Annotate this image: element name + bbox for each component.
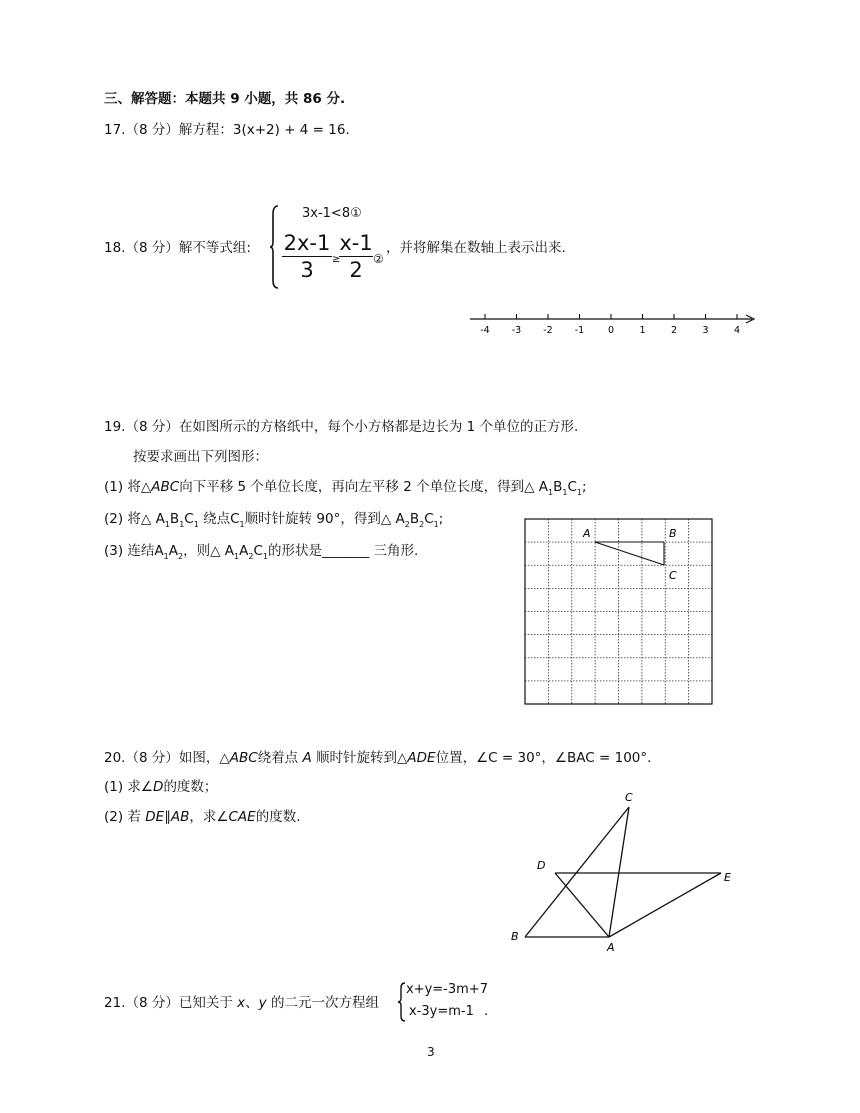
q18-system-brace <box>270 204 280 290</box>
axis-tick-label: -1 <box>574 325 585 336</box>
q21-lead: 21.（8 分）已知关于 x、y 的二元一次方程组 <box>104 995 379 1011</box>
q18-tail: ，并将解集在数轴上表示出来. <box>386 240 566 256</box>
q18-fraction-1 <box>282 232 332 281</box>
grid-label-b: B <box>669 527 677 540</box>
axis-tick-label: 2 <box>670 325 678 336</box>
q20-part-1: (1) 求∠D的度数； <box>104 779 218 795</box>
axis-tick-label: 4 <box>733 325 741 336</box>
axis-tick-label: 1 <box>639 325 646 336</box>
q18-frac2-num: x-1 <box>339 231 373 255</box>
fig-label-e: E <box>724 871 731 884</box>
fig-label-b: B <box>511 930 519 943</box>
q18-frac2-den: 2 <box>349 258 363 282</box>
q20-rotation-figure <box>505 785 745 955</box>
q19-instruction: 按要求画出下列图形： <box>133 449 268 465</box>
q19-part-2: (2) 将△ $A_1B_1C_1$ 绕点$C_1$顺时针旋转 90°，得到△ $A_2B_2C_1$; <box>104 511 444 529</box>
axis-tick-label: -2 <box>543 325 553 336</box>
q18-frac1-num: 2x-1 <box>283 231 331 255</box>
fig-label-c: C <box>625 791 633 804</box>
grid-label-c: C <box>669 569 677 582</box>
q18-inequality-1: 3x-1<8① <box>302 206 362 221</box>
q18-fraction-2 <box>339 232 373 281</box>
q20-part-2: (2) 若 DE∥AB，求∠CAE的度数. <box>104 809 301 825</box>
q21-tail: . <box>484 1003 489 1019</box>
q18-relation: ≥ <box>332 254 341 265</box>
fig-label-d: D <box>537 859 546 872</box>
q18-circle-2: ② <box>373 252 384 266</box>
axis-tick-label: -4 <box>480 325 490 336</box>
q21-system-brace <box>398 982 406 1022</box>
q19-part-3: (3) 连结$A_1A_2$，则△ $A_1A_2C_1$的形状是_______ 三角形. <box>104 543 419 561</box>
axis-tick-label: -3 <box>511 325 522 336</box>
q19-grid-figure <box>524 518 714 706</box>
q17-text: 17.（8 分）解方程：3(x+2) + 4 = 16. <box>104 122 350 138</box>
q21-equation-1: x+y=-3m+7 <box>406 982 488 997</box>
number-line <box>468 308 760 338</box>
axis-tick-label: 0 <box>607 325 615 336</box>
q21-equation-2: x-3y=m-1 <box>409 1004 474 1019</box>
grid-label-a: A <box>583 527 591 540</box>
q19-part-1: (1) 将△ABC向下平移 5 个单位长度，再向左平移 2 个单位长度，得到△ $A_1B_1C_1$; <box>104 479 587 497</box>
fig-label-a: A <box>607 941 615 954</box>
section-heading: 三、解答题：本题共 9 小题，共 86 分. <box>104 91 346 107</box>
q18-frac1-den: 3 <box>300 258 314 282</box>
q19-lead: 19.（8 分）在如图所示的方格纸中，每个小方格都是边长为 1 个单位的正方形. <box>104 419 579 435</box>
axis-tick-label: 3 <box>702 325 709 336</box>
q20-lead: 20.（8 分）如图，△ABC绕着点 A 顺时针旋转到△ADE位置，∠C = 30°，∠BAC = 100°. <box>104 750 652 766</box>
q18-lead: 18.（8 分）解不等式组: <box>104 240 251 256</box>
page-number: 3 <box>427 1045 435 1059</box>
